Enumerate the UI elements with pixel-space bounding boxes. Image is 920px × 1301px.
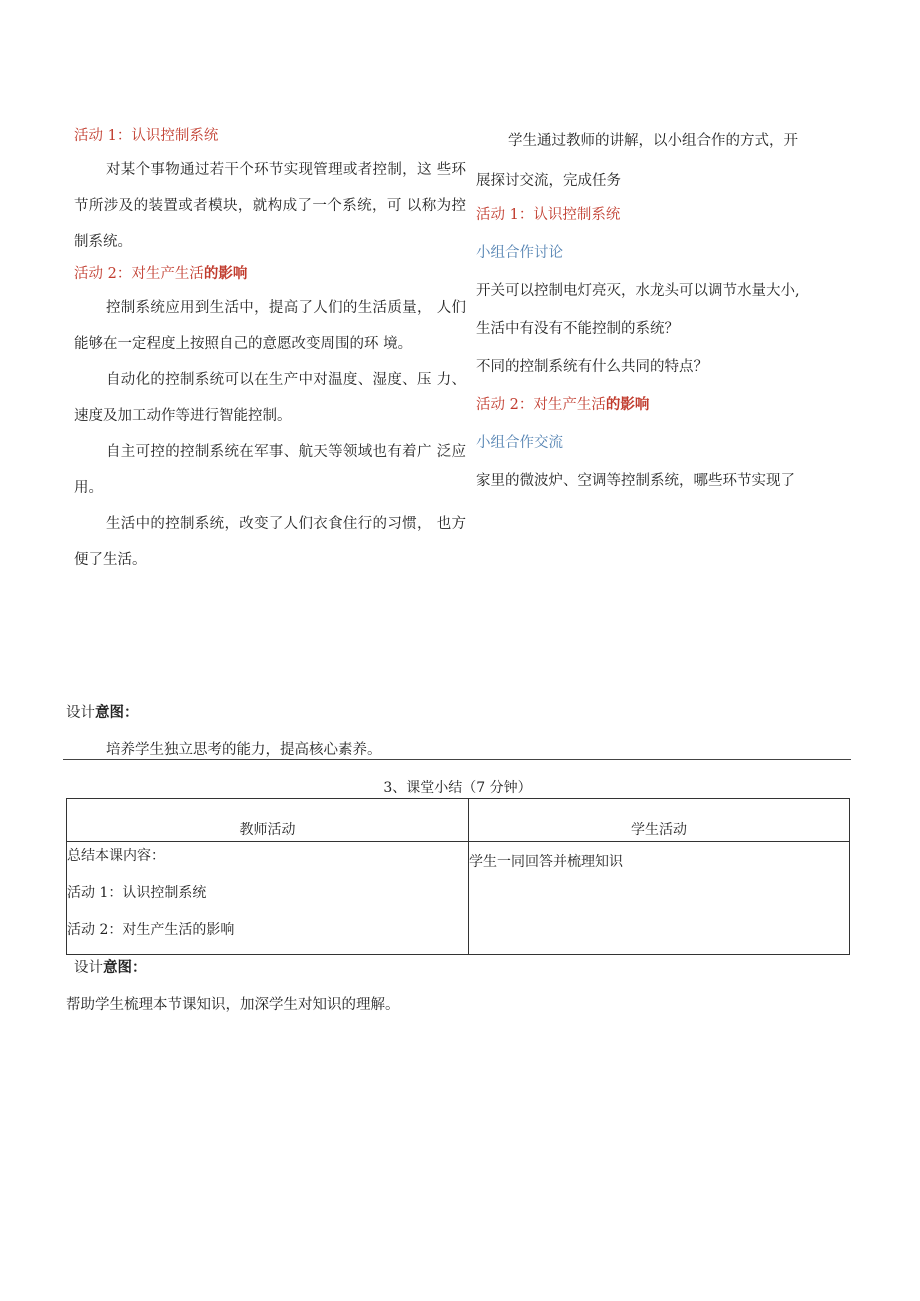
student-activity-header: 学生活动 [469,799,850,842]
question-1-line1: 开关可以控制电灯亮灭，水龙头可以调节水量大小, [476,283,800,299]
left-activity1-title: 活动 1：认识控制系统 [74,128,219,144]
right-activity2-title-plain: 活动 2：对生产生活 [476,397,606,413]
student-text: 学生一同回答并梳理知识 [469,854,623,870]
left-paragraph: 控制系统应用到生活中，提高了人们的生活质量， 人们能够在一定程度上按照自己的意愿改变周围的环 境。 [74,300,466,352]
design-intent-2-text: 帮助学生梳理本节课知识，加深学生对知识的理解。 [66,997,400,1013]
left-activity2-title-plain: 活动 2：对生产生活 [74,266,204,282]
design-intent-2-label-plain: 设计 [74,960,103,976]
right-intro-line2: 展探讨交流，完成任务 [476,173,621,189]
right-intro-line1: 学生通过教师的讲解，以小组合作的方式，开 [508,133,798,149]
design-intent-2-label-bold: 意图： [103,959,147,976]
summary-table-header-row [67,799,850,842]
design-intent-2-label [74,958,147,978]
design-intent-label [66,703,139,723]
right-activity2-title [476,386,826,424]
right-activity1-title: 活动 1：认识控制系统 [476,207,621,223]
question-1-line2: 生活中有没有不能控制的系统？ [476,321,679,337]
left-activity2-title-bold: 的影响 [203,265,248,282]
teacher-line: 活动 1：认识控制系统 [67,885,207,901]
design-intent-label-bold: 意图： [95,704,139,721]
discussion-label: 小组合作讨论 [476,245,563,261]
right-column [476,124,826,500]
question-2: 不同的控制系统有什么共同的特点？ [476,359,708,375]
summary-table-row [67,842,850,955]
teacher-activity-header: 教师活动 [67,799,469,842]
teacher-line: 活动 2：对生产生活的影响 [67,922,235,938]
left-activity1-text: 对某个事物通过若干个环节实现管理或者控制，这 些环节所涉及的装置或者模块，就构成了一个系统，可 以称为控制系统。 [74,162,466,250]
teacher-activity-cell [67,842,469,955]
exchange-label: 小组合作交流 [476,435,563,451]
left-column [74,124,466,578]
question-3: 家里的微波炉、空调等控制系统，哪些环节实现了 [476,473,795,489]
right-activity2-title-bold: 的影响 [605,396,650,413]
summary-title: 3、课堂小结（7 分钟） [383,780,532,796]
summary-table [66,798,850,955]
left-paragraph: 生活中的控制系统，改变了人们衣食住行的习惯， 也方便了生活。 [74,516,466,568]
left-activity2-title [74,262,466,286]
teacher-line: 总结本课内容： [67,848,165,864]
section-divider [63,759,851,760]
left-paragraph: 自主可控的控制系统在军事、航天等领域也有着广 泛应用。 [74,444,466,496]
design-intent-text: 培养学生独立思考的能力，提高核心素养。 [106,742,382,758]
student-activity-cell [469,842,850,955]
design-intent-label-plain: 设计 [66,705,95,721]
left-paragraph: 自动化的控制系统可以在生产中对温度、湿度、压 力、速度及加工动作等进行智能控制。 [74,372,466,424]
